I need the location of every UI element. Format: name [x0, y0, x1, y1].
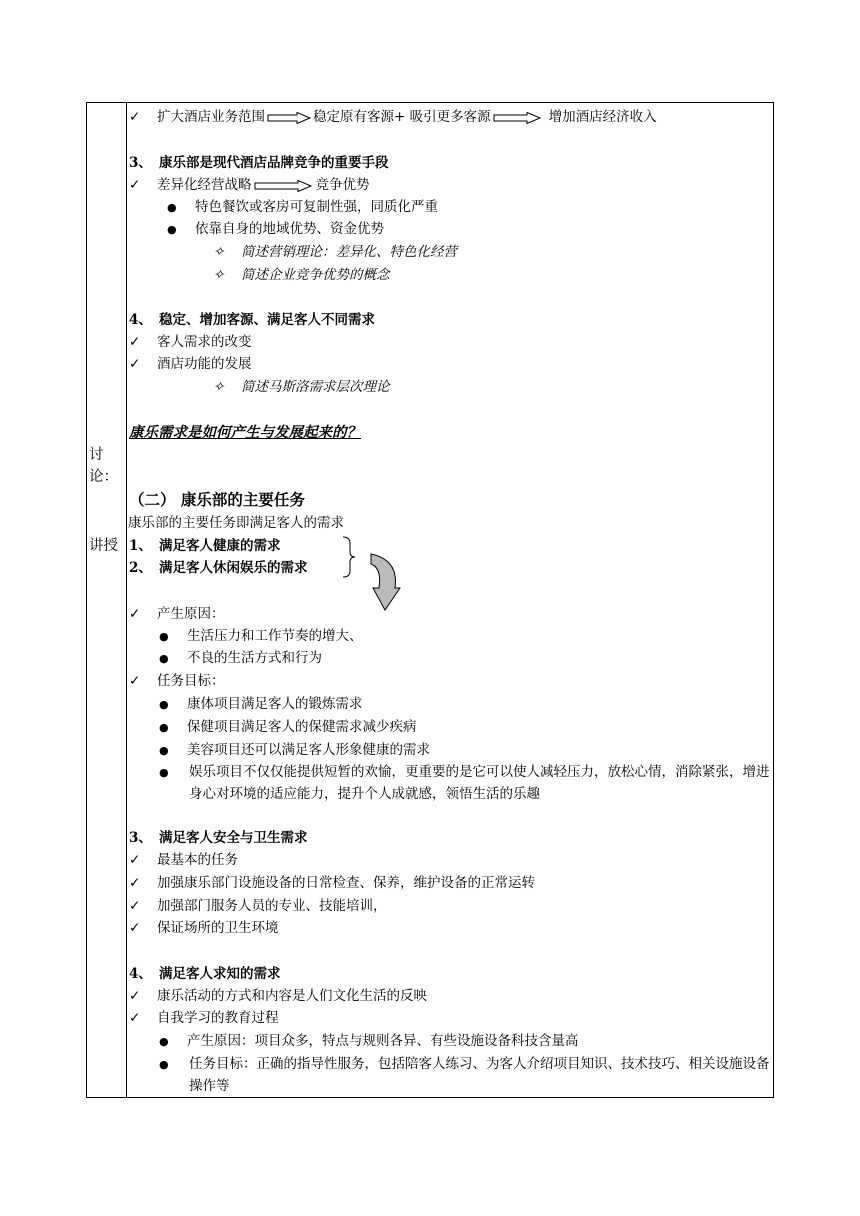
list-item: ✧ 简述马斯洛需求层次理论 — [213, 376, 390, 398]
list-item: ● 不良的生活方式和行为 — [159, 647, 322, 669]
list-item: ● 保健项目满足客人的保健需求减少疾病 — [159, 716, 417, 738]
list-item: ✧ 简述企业竞争优势的概念 — [213, 264, 390, 286]
list-item: ● 特色餐饮或客房可复制性强，同质化严重 — [167, 196, 438, 218]
curved-arrow-icon — [369, 552, 403, 614]
check-icon: ✓ — [129, 852, 141, 868]
check-icon: ✓ — [129, 875, 141, 891]
list-item: ✓ 最基本的任务 — [129, 849, 238, 871]
diamond-icon: ✧ — [213, 379, 225, 395]
side-label-lecture: 讲授 — [89, 538, 118, 554]
list-item: ● 康体项目满足客人的锻炼需求 — [159, 693, 363, 715]
section-heading: 4、 稳定、增加客源、满足客人不同需求 — [129, 312, 375, 328]
arrow-right-icon — [493, 112, 541, 124]
check-icon: ✓ — [129, 988, 141, 1004]
list-item: ✓ 客人需求的改变 — [129, 331, 252, 353]
list-item: ● 生活压力和工作节奏的增大、 — [159, 625, 363, 647]
discussion-question: 康乐需求是如何产生与发展起来的？ — [129, 424, 361, 441]
list-item: ● 依靠自身的地域优势、资金优势 — [167, 218, 384, 240]
list-item: ✓ 康乐活动的方式和内容是人们文化生活的反映 — [129, 985, 427, 1007]
list-item: ✓ 酒店功能的发展 — [129, 353, 252, 375]
bullet-icon: ● — [159, 1058, 169, 1071]
task-item: 2、 满足客人休闲娱乐的需求 — [129, 560, 308, 576]
check-icon: ✓ — [129, 356, 141, 372]
list-item: ✓ 差异化经营战略 竞争优势 — [129, 174, 370, 196]
column-divider — [126, 102, 127, 1098]
task-item: 3、 满足客人安全与卫生需求 — [129, 830, 308, 846]
list-item-wrapped: 任务目标：正确的指导性服务，包括陪客人练习、为客人介绍项目知识、技术技巧、相关设施设备操作等 — [189, 1056, 770, 1094]
check-icon: ✓ — [129, 177, 141, 193]
list-item: ● 美容项目还可以满足客人形象健康的需求 — [159, 739, 430, 761]
list-item: ✓ 加强康乐部门设施设备的日常检查、保养，维护设备的正常运转 — [129, 872, 535, 894]
bullet-icon: ● — [159, 698, 169, 711]
list-item: ✓ 任务目标： — [129, 670, 225, 692]
bullet-icon: ● — [167, 201, 177, 214]
side-label-discuss-1: 讨 — [89, 447, 104, 463]
task-item: 1、 满足客人健康的需求 — [129, 538, 281, 554]
arrow-right-icon — [267, 112, 311, 124]
check-icon: ✓ — [129, 898, 141, 914]
check-icon: ✓ — [129, 606, 141, 622]
list-item: ✓ 产生原因： — [129, 603, 225, 625]
list-item: ✓ 自我学习的教育过程 — [129, 1007, 279, 1029]
section-title: （二） 康乐部的主要任务 — [129, 490, 305, 509]
list-item: ✓ 保证场所的卫生环境 — [129, 917, 279, 939]
check-icon: ✓ — [129, 920, 141, 936]
arrow-right-icon — [254, 180, 312, 192]
check-icon: ✓ — [129, 1010, 141, 1026]
bullet-icon: ● — [159, 652, 169, 665]
list-item: ✧ 简述营销理论：差异化、特色化经营 — [213, 241, 457, 263]
diamond-icon: ✧ — [213, 244, 225, 260]
check-icon: ✓ — [129, 673, 141, 689]
diamond-icon: ✧ — [213, 267, 225, 283]
intro-text: 康乐部的主要任务即满足客人的需求 — [128, 515, 344, 531]
bullet-icon: ● — [167, 223, 177, 236]
bullet-icon: ● — [159, 630, 169, 643]
task-item: 4、 满足客人求知的需求 — [129, 966, 281, 982]
side-label-discuss-2: 论： — [89, 469, 118, 485]
list-item: ✓ 加强部门服务人员的专业、技能培训， — [129, 895, 387, 917]
bullet-icon: ● — [159, 744, 169, 757]
bullet-icon: ● — [159, 1035, 169, 1048]
check-icon: ✓ — [129, 334, 141, 350]
list-item: ✓ 扩大酒店业务范围 稳定原有客源+ 吸引更多客源 增加酒店经济收入 — [129, 106, 657, 128]
brace-icon — [341, 536, 357, 578]
bullet-icon: ● — [159, 766, 169, 779]
bullet-icon: ● — [159, 721, 169, 734]
list-item-wrapped: 娱乐项目不仅仅能提供短暂的欢愉，更重要的是它可以使人减轻压力，放松心情，消除紧张，增进身心对环境的适应能力，提升个人成就感，领悟生活的乐趣 — [189, 764, 770, 802]
list-item: ● 产生原因：项目众多，特点与规则各异、有些设施设备科技含量高 — [159, 1030, 579, 1052]
check-icon: ✓ — [129, 109, 141, 125]
section-heading: 3、 康乐部是现代酒店品牌竞争的重要手段 — [129, 155, 389, 171]
